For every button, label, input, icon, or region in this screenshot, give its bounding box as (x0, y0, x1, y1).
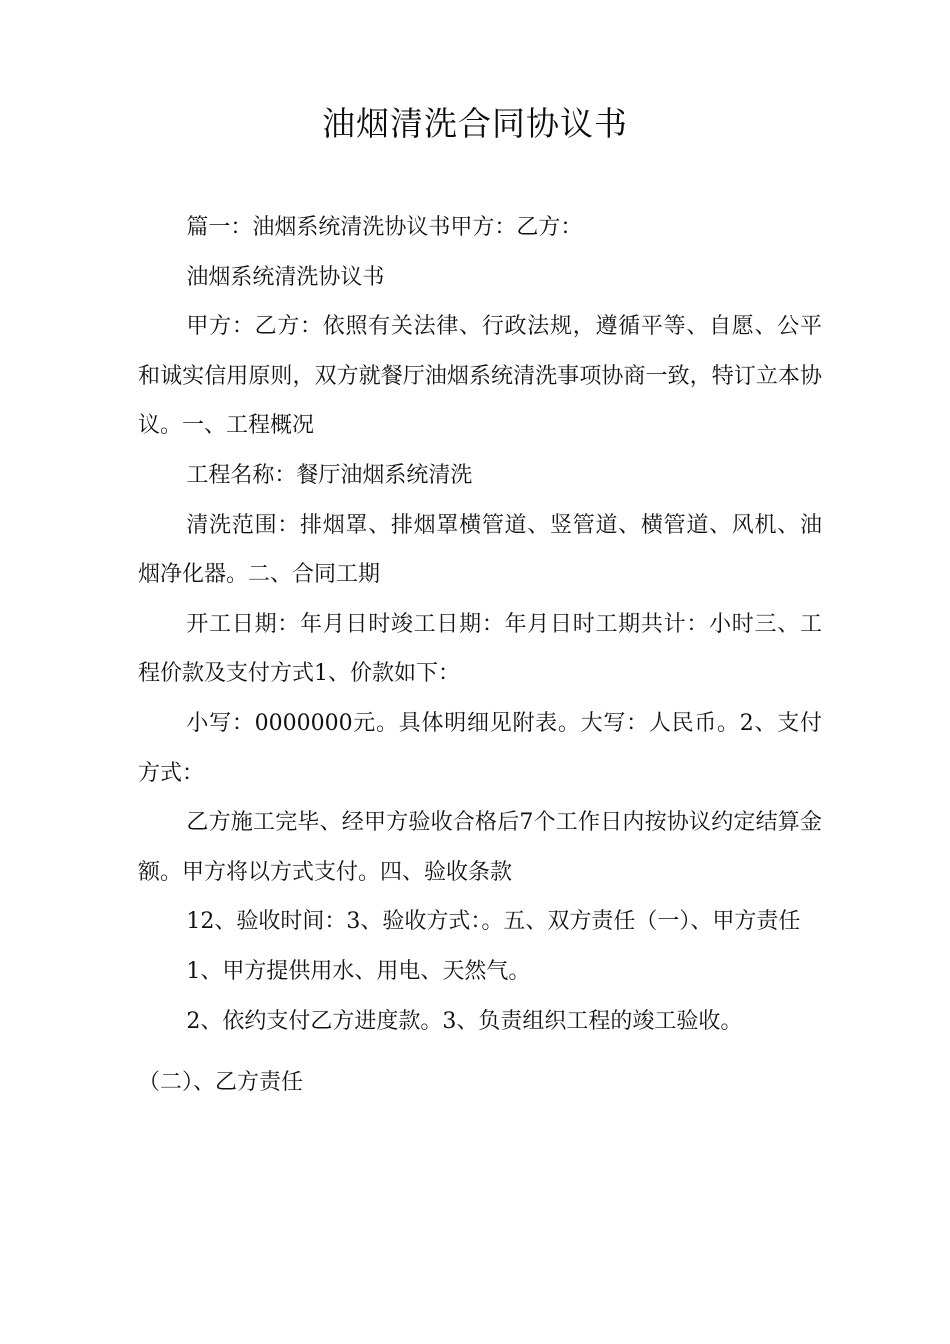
paragraph-2: 油烟系统清洗协议书 (186, 264, 385, 290)
paragraph-9: 12、验收时间：3、验收方式：。五、双方责任（一）、甲方责任 (186, 909, 801, 935)
paragraph-7: 小写：0000000元。具体明细见附表。大写：人民币。2、支付方式： (138, 710, 822, 786)
section-heading: （二）、乙方责任 (138, 1070, 304, 1096)
paragraph-8: 乙方施工完毕、经甲方验收合格后7个工作日内按协议约定结算金额。甲方将以方式支付。四、验收条款 (138, 810, 822, 885)
paragraph-11: 2、依约支付乙方进度款。3、负责组织工程的竣工验收。 (186, 1008, 743, 1034)
paragraph-1: 篇一：油烟系统清洗协议书甲方：乙方： (186, 215, 583, 240)
paragraph-3: 甲方：乙方：依照有关法律、行政法规，遵循平等、自愿、公平和诚实信用原则，双方就餐厅油烟系统清洗事项协商一致，特订立本协议。一、工程概况 (138, 314, 822, 439)
paragraph-4: 工程名称：餐厅油烟系统清洗 (186, 462, 473, 488)
paragraph-6: 开工日期：年月日时竣工日期：年月日时工期共计：小时三、工程价款及支付方式1、价款如下： (138, 611, 822, 687)
paragraph-10: 1、甲方提供用水、用电、天然气。 (186, 958, 531, 984)
paragraph-5: 清洗范围：排烟罩、排烟罩横管道、竖管道、横管道、风机、油烟净化器。二、合同工期 (138, 512, 822, 588)
document-body (138, 203, 822, 1108)
document-title: 油烟清洗合同协议书 (322, 104, 628, 143)
